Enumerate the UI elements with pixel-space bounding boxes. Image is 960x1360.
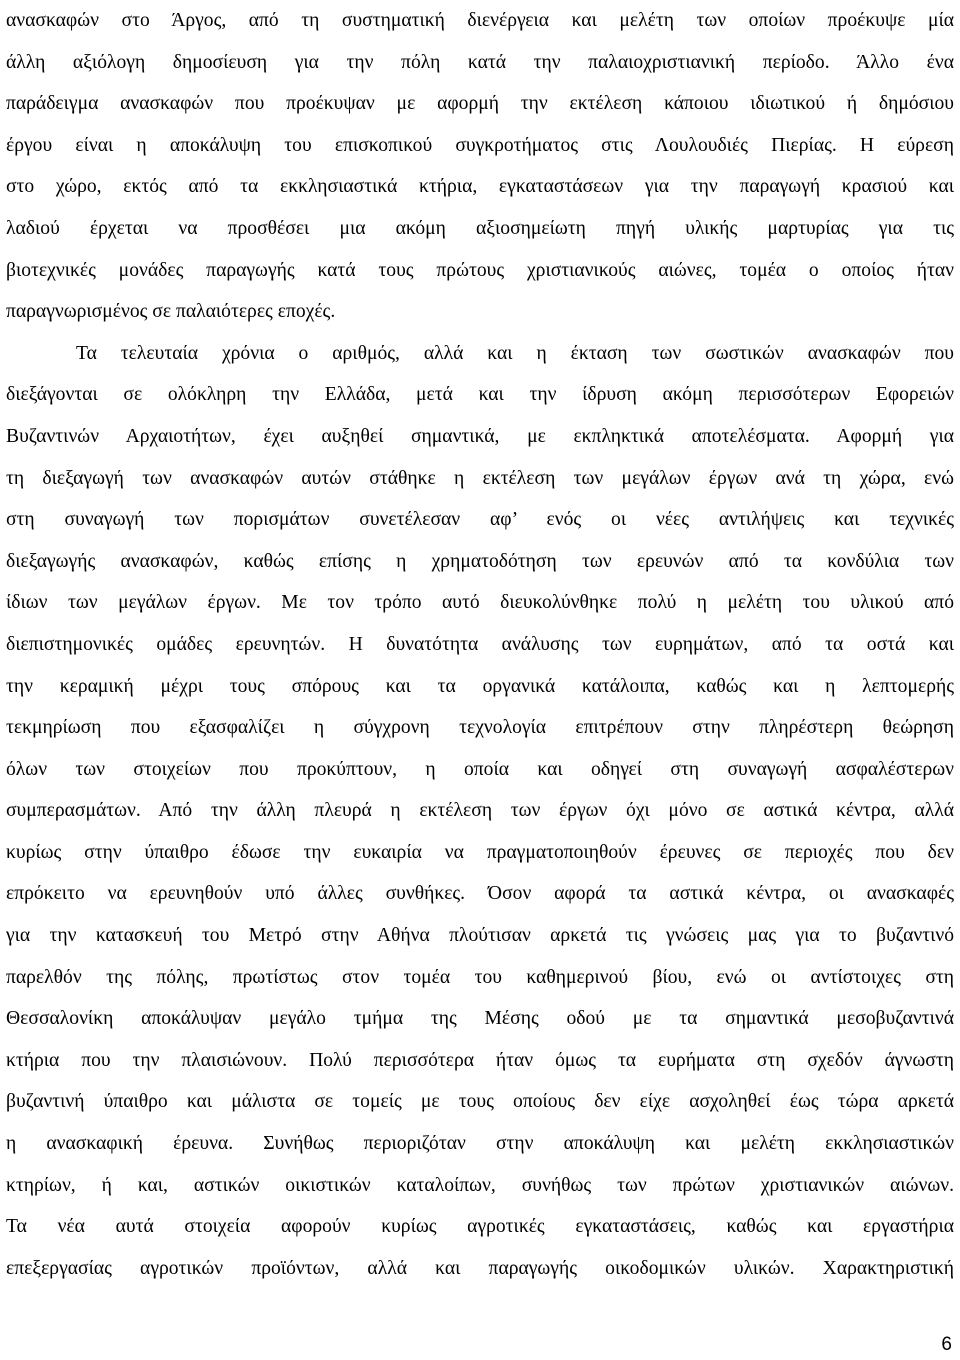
text-line: επρόκειτο να ερευνηθούν υπό άλλες συνθήκες. Όσον αφορά τα αστικά κέντρα, οι ανασκαφές (6, 883, 954, 905)
text-line: στο χώρο, εκτός από τα εκκλησιαστικά κτήρια, εγκαταστάσεων για την παραγωγή κρασιού και (6, 176, 954, 198)
text-line: λαδιού έρχεται να προσθέσει μια ακόμη αξιοσημείωτη πηγή υλικής μαρτυρίας για τις (6, 217, 954, 239)
text-line: τεκμηρίωση που εξασφαλίζει η σύγχρονη τεχνολογία επιτρέπουν στην πληρέστερη θεώρηση (6, 717, 954, 739)
paragraph-2 (6, 333, 954, 1290)
text-line: έργου είναι η αποκάλυψη του επισκοπικού συγκροτήματος στις Λουλουδιές Πιερίας. Η εύρεση (6, 134, 954, 156)
text-line: κτήρια που την πλαισιώνουν. Πολύ περισσότερα ήταν όμως τα ευρήματα στη σχεδόν άγνωστη (6, 1049, 954, 1071)
text-line: Τα νέα αυτά στοιχεία αφορούν κυρίως αγροτικές εγκαταστάσεις, καθώς και εργαστήρια (6, 1216, 954, 1238)
text-line: τη διεξαγωγή των ανασκαφών αυτών στάθηκε η εκτέλεση των μεγάλων έργων ανά τη χώρα, ενώ (6, 467, 954, 489)
text-line: την κεραμική μέχρι τους σπόρους και τα οργανικά κατάλοιπα, καθώς και η λεπτομερής (6, 675, 954, 697)
text-line: διεπιστημονικές ομάδες ερευνητών. Η δυνατότητα ανάλυσης των ευρημάτων, από τα οστά και (6, 633, 954, 655)
text-line: ανασκαφών στο Άργος, από τη συστηματική διενέργεια και μελέτη των οποίων προέκυψε μία (6, 10, 954, 31)
text-line: άλλη αξιόλογη δημοσίευση για την πόλη κατά την παλαιοχριστιανική περίοδο. Άλλο ένα (6, 51, 954, 73)
text-line: παράδειγμα ανασκαφών που προέκυψαν με αφορμή την εκτέλεση κάποιου ιδιωτικού ή δημόσιου (6, 93, 954, 115)
text-line: κυρίως στην ύπαιθρο έδωσε την ευκαιρία να πραγματοποιηθούν έρευνες σε περιοχές που δεν (6, 841, 954, 863)
text-line: Τα τελευταία χρόνια ο αριθμός, αλλά και η έκταση των σωστικών ανασκαφών που (76, 342, 954, 364)
text-line: διεξάγονται σε ολόκληρη την Ελλάδα, μετά και την ίδρυση ακόμη περισσότερων Εφορειών (6, 384, 954, 406)
text-line: διεξαγωγής ανασκαφών, καθώς επίσης η χρηματοδότηση των ερευνών από τα κονδύλια των (6, 550, 954, 572)
body-text (6, 0, 954, 1289)
text-line: παραγνωρισμένος σε παλαιότερες εποχές. (6, 301, 336, 323)
text-line: επεξεργασίας αγροτικών προϊόντων, αλλά και παραγωγής οικοδομικών υλικών. Χαρακτηριστική (6, 1257, 954, 1279)
text-line: συμπερασμάτων. Από την άλλη πλευρά η εκτέλεση των έργων όχι μόνο σε αστικά κέντρα, αλλά (6, 800, 954, 822)
text-line: κτηρίων, ή και, αστικών οικιστικών καταλοίπων, συνήθως των πρώτων χριστιανικών αιώνων. (6, 1174, 954, 1196)
text-line: Βυζαντινών Αρχαιοτήτων, έχει αυξηθεί σημαντικά, με εκπληκτικά αποτελέσματα. Αφορμή για (6, 425, 954, 447)
text-line: βιοτεχνικές μονάδες παραγωγής κατά τους πρώτους χριστιανικούς αιώνες, τομέα ο οποίος ήταν (6, 259, 954, 281)
text-line: βυζαντινή ύπαιθρο και μάλιστα σε τομείς με τους οποίους δεν είχε ασχοληθεί έως τώρα αρκετά (6, 1091, 954, 1113)
text-line: στη συναγωγή των πορισμάτων συνετέλεσαν αφ’ ενός οι νέες αντιλήψεις και τεχνικές (6, 509, 954, 531)
text-line: για την κατασκευή του Μετρό στην Αθήνα πλούτισαν αρκετά τις γνώσεις μας για το βυζαντινό (6, 925, 954, 947)
text-line: ίδιων των μεγάλων έργων. Με τον τρόπο αυτό διευκολύνθηκε πολύ η μελέτη του υλικού από (6, 592, 954, 614)
text-line: παρελθόν της πόλης, πρωτίστως στον τομέα του καθημερινού βίου, ενώ οι αντίστοιχες στη (6, 966, 954, 988)
text-line: όλων των στοιχείων που προκύπτουν, η οποία και οδηγεί στη συναγωγή ασφαλέστερων (6, 758, 954, 780)
page-number: 6 (941, 1334, 952, 1355)
text-line: η ανασκαφική έρευνα. Συνήθως περιοριζόταν στην αποκάλυψη και μελέτη εκκλησιαστικών (6, 1133, 954, 1155)
text-line: Θεσσαλονίκη αποκάλυψαν μεγάλο τμήμα της Μέσης οδού με τα σημαντικά μεσοβυζαντινά (6, 1008, 954, 1030)
paragraph-1 (6, 0, 954, 333)
